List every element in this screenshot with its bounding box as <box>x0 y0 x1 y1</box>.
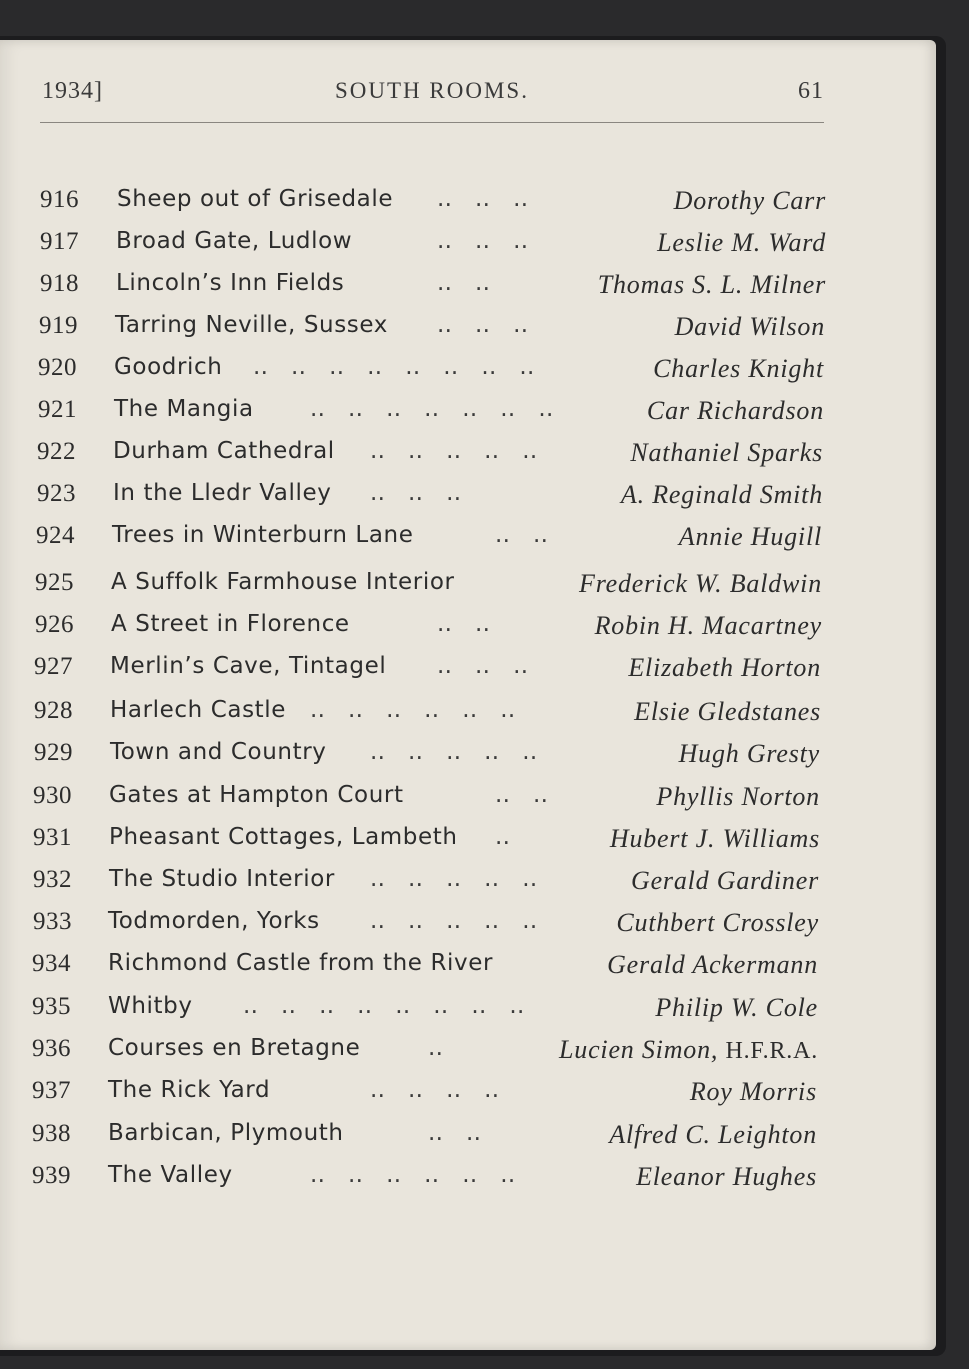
artist-name: Hubert J. Williams <box>609 824 820 853</box>
entry-number: 933 <box>33 908 72 935</box>
artist-honours: H.F.R.A. <box>725 1038 818 1064</box>
entry-title: The Mangia <box>114 396 254 422</box>
artist-name: Thomas S. L. Milner <box>597 270 826 299</box>
entry-title: Sheep out of Grisedale <box>117 186 394 212</box>
catalogue-entry <box>32 1162 817 1196</box>
catalogue-entry <box>38 354 824 388</box>
artist-name: David Wilson <box>674 312 825 341</box>
dot-leader: .. <box>495 824 511 850</box>
entry-title: A Suffolk Farmhouse Interior <box>111 569 455 595</box>
entry-title: Richmond Castle from the River <box>108 950 494 976</box>
artist-name: A. Reginald Smith <box>620 480 823 509</box>
entry-title: Whitby <box>108 993 193 1019</box>
catalogue-entry <box>33 782 820 816</box>
entry-artist <box>579 569 822 599</box>
dot-leader: .. .. .. .. .. <box>370 739 538 765</box>
artist-name: Eleanor Hughes <box>636 1162 817 1191</box>
entry-number: 922 <box>37 438 76 465</box>
dot-leader: .. .. .. <box>437 228 529 254</box>
entry-title: Harlech Castle <box>110 697 287 723</box>
catalogue-entry <box>38 396 824 430</box>
entry-number: 931 <box>33 824 72 851</box>
entry-number: 928 <box>34 697 73 724</box>
entry-artist <box>628 653 821 683</box>
entry-number: 932 <box>33 866 72 893</box>
dot-leader: .. .. .. .. .. .. <box>310 1162 516 1188</box>
artist-name: Frederick W. Baldwin <box>579 569 822 598</box>
entry-artist <box>634 697 821 727</box>
artist-name: Nathaniel Sparks <box>630 438 823 467</box>
entry-artist <box>636 1162 817 1192</box>
entry-artist <box>656 782 820 812</box>
entry-title: Todmorden, Yorks <box>108 908 320 934</box>
entry-number: 937 <box>32 1077 71 1104</box>
entry-artist <box>610 824 820 854</box>
entry-artist <box>621 480 823 510</box>
dot-leader: .. .. <box>495 522 549 548</box>
entry-number: 927 <box>34 653 73 680</box>
entry-title: Pheasant Cottages, Lambeth <box>109 824 458 850</box>
entry-artist <box>647 396 824 426</box>
dot-leader: .. .. .. .. .. .. .. .. <box>253 354 535 380</box>
entry-number: 929 <box>34 739 73 766</box>
entry-number: 930 <box>33 782 72 809</box>
entry-number: 926 <box>35 611 74 638</box>
entry-number: 938 <box>32 1120 71 1147</box>
dot-leader: .. .. .. .. .. <box>370 438 538 464</box>
artist-name: Gerald Ackermann <box>607 950 818 979</box>
catalogue-entry <box>40 270 826 304</box>
dot-leader: .. .. .. <box>437 653 529 679</box>
entry-title: Lincoln’s Inn Fields <box>116 270 345 296</box>
entry-artist <box>657 228 826 258</box>
dot-leader: .. .. <box>437 270 491 296</box>
entry-artist <box>607 950 818 980</box>
catalogue-entry <box>35 611 822 645</box>
dot-leader: .. .. .. .. .. .. .. <box>310 396 554 422</box>
catalogue-entry <box>39 312 825 346</box>
entry-title: Gates at Hampton Court <box>109 782 404 808</box>
catalogue-entry <box>33 824 820 858</box>
artist-name: Lucien Simon, <box>559 1035 719 1064</box>
catalogue-entry <box>37 438 823 472</box>
entry-number: 934 <box>32 950 71 977</box>
entry-number: 939 <box>32 1162 71 1189</box>
entry-artist <box>655 993 818 1023</box>
dot-leader: .. <box>428 1035 444 1061</box>
entry-artist <box>675 312 825 342</box>
artist-name: Annie Hugill <box>678 522 822 551</box>
artist-name: Gerald Gardiner <box>631 866 819 895</box>
artist-name: Leslie M. Ward <box>657 228 826 257</box>
entry-number: 936 <box>32 1035 71 1062</box>
entry-number: 917 <box>40 228 79 255</box>
dot-leader: .. .. <box>495 782 549 808</box>
entry-title: Goodrich <box>114 354 223 380</box>
catalogue-entry <box>35 569 822 603</box>
entry-number: 924 <box>36 522 75 549</box>
entry-number: 925 <box>35 569 74 596</box>
entry-artist <box>653 354 824 384</box>
running-head-section: SOUTH ROOMS. <box>335 78 529 103</box>
artist-name: Cuthbert Crossley <box>616 908 819 937</box>
entry-title: The Valley <box>108 1162 233 1188</box>
entry-artist <box>679 739 820 769</box>
artist-name: Dorothy Carr <box>673 186 826 215</box>
entry-artist <box>630 438 823 468</box>
artist-name: Car Richardson <box>646 396 824 425</box>
catalogue-entry <box>33 908 819 942</box>
entry-title: Tarring Neville, Sussex <box>115 312 388 338</box>
entry-title: The Rick Yard <box>108 1077 271 1103</box>
entry-number: 918 <box>40 270 79 297</box>
entry-title: Merlin’s Cave, Tintagel <box>110 653 387 679</box>
entry-title: Broad Gate, Ludlow <box>116 228 353 254</box>
dot-leader: .. .. <box>428 1120 482 1146</box>
page-number: 61 <box>798 78 824 104</box>
catalogue-entry <box>40 228 826 262</box>
dot-leader: .. .. .. .. .. .. <box>310 697 516 723</box>
entry-title: Town and Country <box>110 739 327 765</box>
catalogue-entry <box>32 1035 818 1069</box>
dot-leader: .. .. <box>437 611 491 637</box>
entry-title: Courses en Bretagne <box>108 1035 361 1061</box>
dot-leader: .. .. .. <box>437 312 529 338</box>
dot-leader: .. .. .. .. .. <box>370 866 538 892</box>
dot-leader: .. .. .. .. .. <box>370 908 538 934</box>
catalogue-entry <box>34 653 821 687</box>
entry-title: The Studio Interior <box>109 866 335 892</box>
artist-name: Elizabeth Horton <box>628 653 821 682</box>
entry-number: 921 <box>38 396 77 423</box>
entry-title: Trees in Winterburn Lane <box>112 522 414 548</box>
dot-leader: .. .. .. .. <box>370 1077 500 1103</box>
dot-leader: .. .. .. <box>437 186 529 212</box>
entry-number: 919 <box>39 312 78 339</box>
entry-artist <box>690 1077 817 1107</box>
entry-artist <box>616 908 819 938</box>
artist-name: Hugh Gresty <box>678 739 820 768</box>
artist-name: Robin H. Macartney <box>594 611 822 640</box>
catalogue-entry <box>36 522 822 556</box>
artist-name: Phyllis Norton <box>656 782 820 811</box>
entry-artist <box>631 866 819 896</box>
entry-number: 935 <box>32 993 71 1020</box>
catalogue-entry <box>32 950 818 984</box>
artist-name: Alfred C. Leighton <box>609 1120 817 1149</box>
entry-artist <box>595 611 822 641</box>
entry-number: 923 <box>37 480 76 507</box>
catalogue-entry <box>34 697 821 731</box>
entry-title: Barbican, Plymouth <box>108 1120 344 1146</box>
entry-artist <box>674 186 826 216</box>
catalogue-entry <box>32 1077 817 1111</box>
catalogue-entry <box>40 186 826 220</box>
catalogue-entry <box>34 739 820 773</box>
catalogue-entry <box>37 480 823 514</box>
catalogue-entry <box>32 993 818 1027</box>
entry-artist <box>679 522 822 552</box>
entry-number: 920 <box>38 354 77 381</box>
entry-title: A Street in Florence <box>111 611 350 637</box>
artist-name: Elsie Gledstanes <box>634 697 821 726</box>
artist-name: Roy Morris <box>689 1077 817 1106</box>
entry-artist <box>598 270 826 300</box>
catalogue-entry <box>32 1120 817 1154</box>
entry-title: In the Lledr Valley <box>113 480 332 506</box>
entry-artist <box>559 1035 818 1065</box>
entry-artist <box>609 1120 817 1150</box>
catalogue-entry <box>33 866 819 900</box>
dot-leader: .. .. .. .. .. .. .. .. <box>243 993 525 1019</box>
dot-leader: .. .. .. <box>370 480 462 506</box>
running-head-year: 1934] <box>42 78 103 104</box>
artist-name: Charles Knight <box>653 354 824 383</box>
entry-title: Durham Cathedral <box>113 438 335 464</box>
artist-name: Philip W. Cole <box>655 993 818 1022</box>
entry-number: 916 <box>40 186 79 213</box>
